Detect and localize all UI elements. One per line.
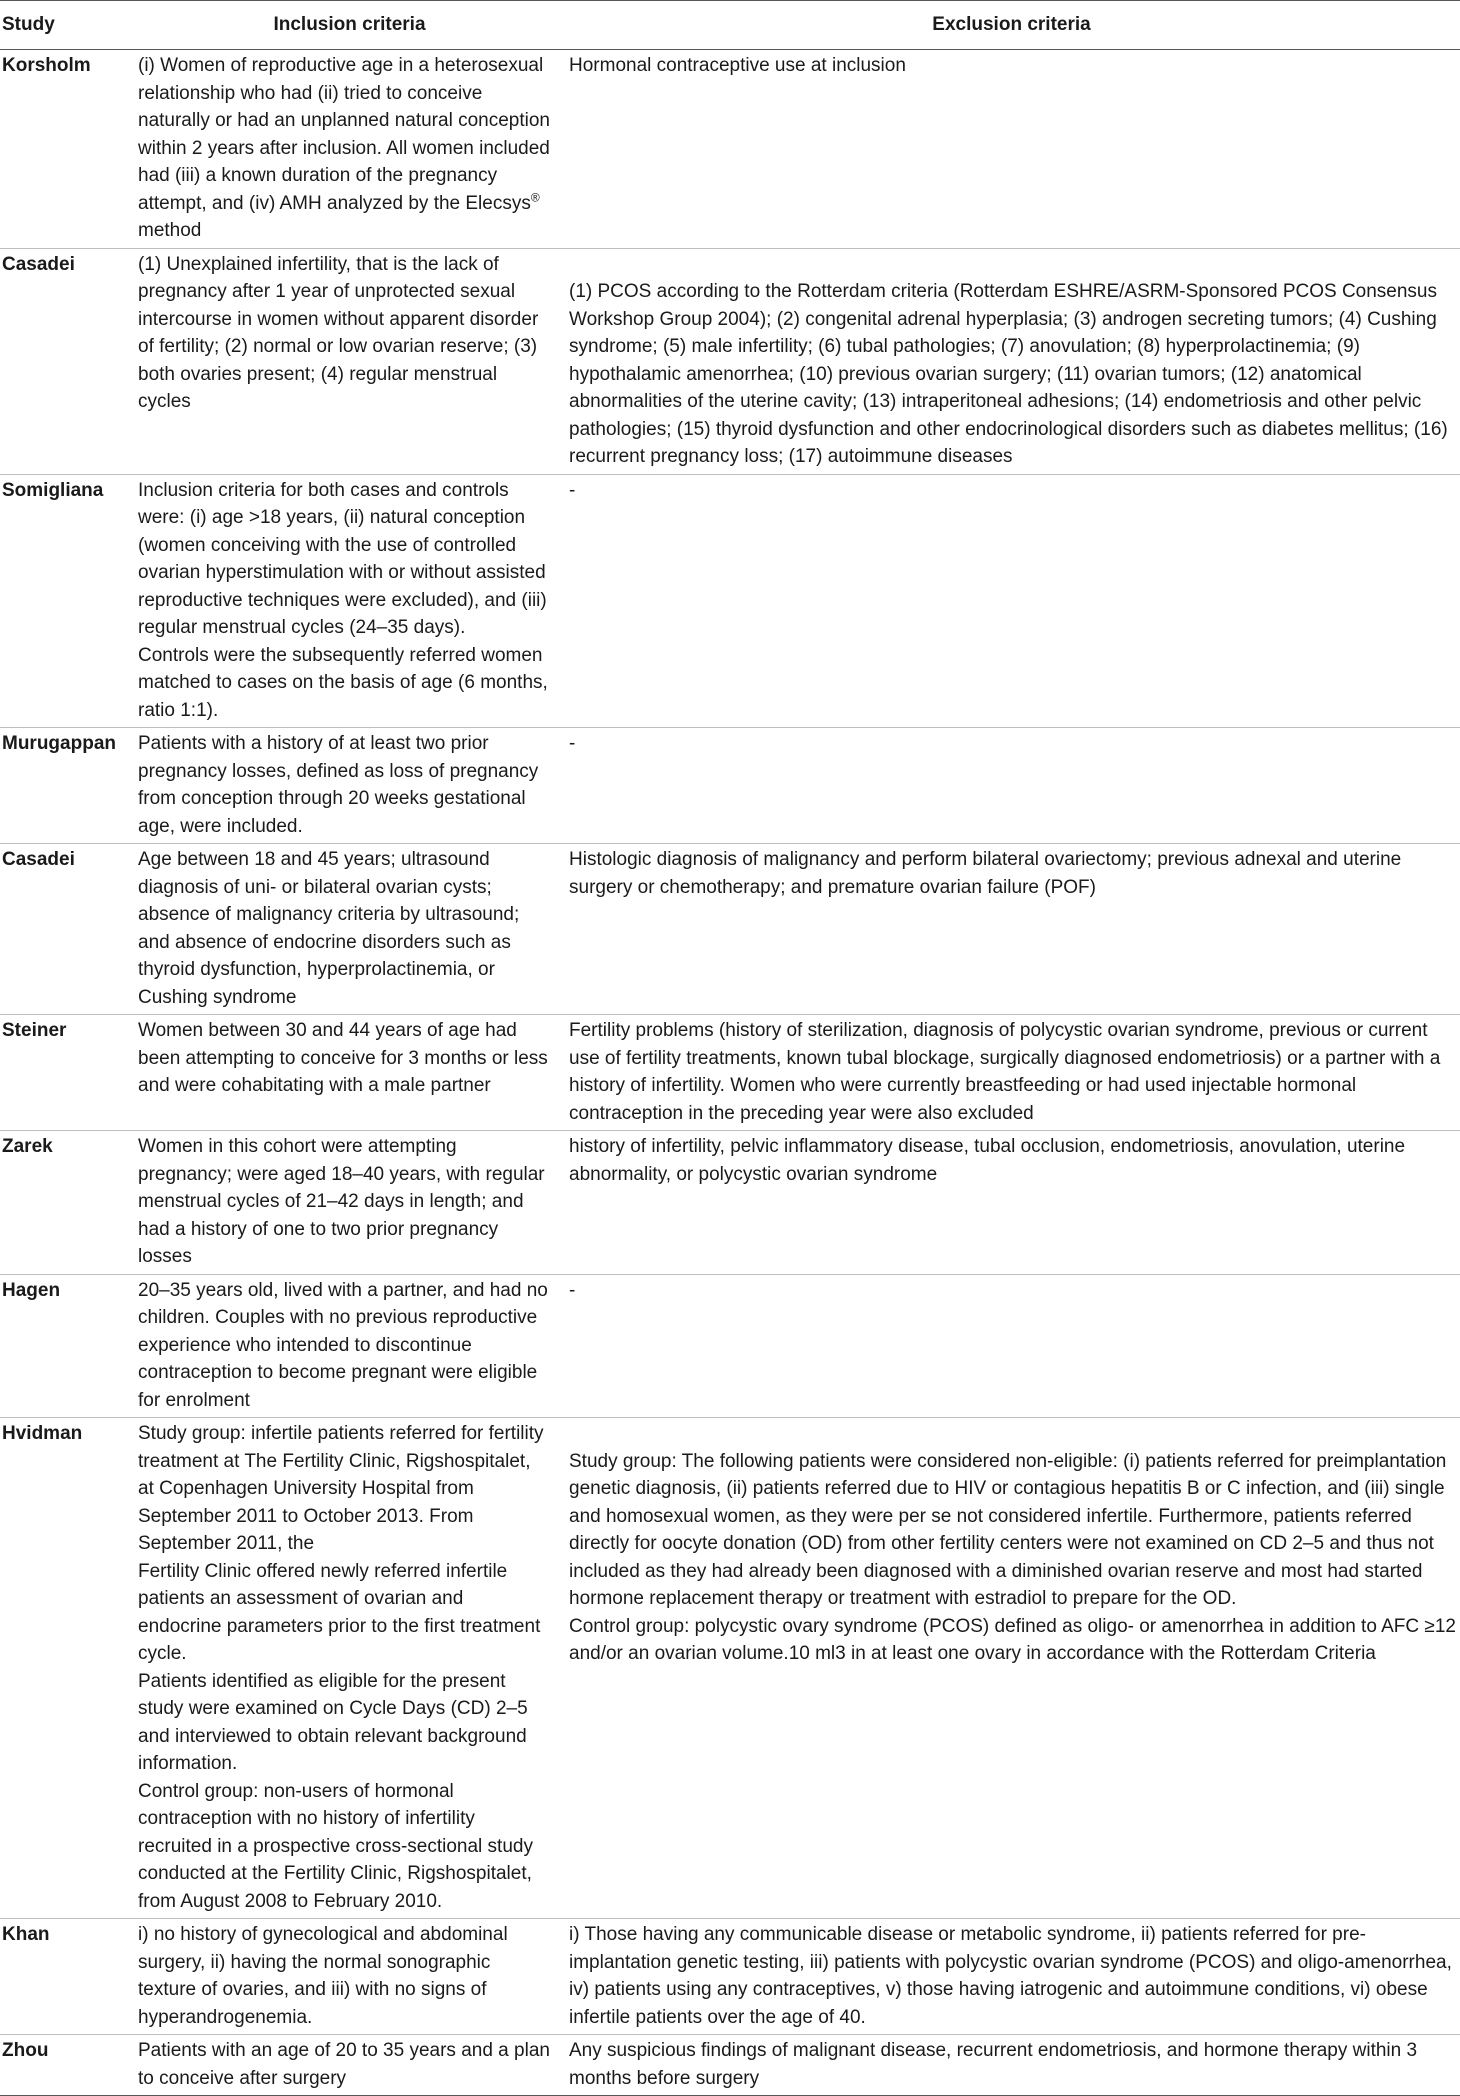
inclusion-paragraph xyxy=(138,730,551,840)
inclusion-paragraph xyxy=(138,1668,551,1778)
table-row xyxy=(0,728,1460,844)
inclusion-criteria xyxy=(136,728,563,844)
inclusion-paragraph xyxy=(138,1558,551,1668)
exclusion-paragraph: (1) PCOS according to the Rotterdam criteria (Rotterdam ESHRE/ASRM-Sponsored PCOS Consensus Workshop Group 2004); (2) congenital adrenal hyperplasia; (3) androgen secreting tumors; (4) Cushing syndrome; (5) male infertility; (6) tubal pathologies; (7) anovulation; (8) hyperprolactinemia; (9) hypothalamic amenorrhea; (10) previous ovarian surgery; (11) ovarian tumors; (12) anatomical abnormalities of the uterine cavity; (13) intraperitoneal adhesions; (14) endometriosis and other pelvic pathologies; (15) thyroid dysfunction and other endocrinological disorders such as diabetes mellitus; (16) recurrent pregnancy loss; (17) autoimmune diseases xyxy=(569,281,1448,467)
study-name: Hvidman xyxy=(0,1418,136,1919)
inclusion-text: Women in this cohort were attempting pregnancy; were aged 18–40 years, with regular menstrual cycles of 21–42 days in length; and had a history of one to two prior pregnancy losses xyxy=(138,1136,545,1267)
inclusion-text: 20–35 years old, lived with a partner, and had no children. Couples with no previous reproductive experience who intended to discontinue contraception to become pregnant were eligible for enrolment xyxy=(138,1279,548,1411)
study-name: Khan xyxy=(0,1919,136,2035)
inclusion-text-tail: method xyxy=(138,220,202,241)
exclusion-paragraph: - xyxy=(569,479,576,501)
exclusion-criteria xyxy=(563,1131,1460,1275)
exclusion-criteria xyxy=(563,728,1460,844)
table-row xyxy=(0,1274,1460,1418)
table-row xyxy=(0,248,1460,474)
inclusion-paragraph xyxy=(138,1277,551,1415)
inclusion-text: Women between 30 and 44 years of age had been attempting to conceive for 3 months or less and were cohabitating with a male partner xyxy=(138,1020,548,1096)
table-row xyxy=(0,844,1460,1015)
table-row xyxy=(0,2035,1460,2096)
exclusion-criteria xyxy=(563,474,1460,728)
study-name: Casadei xyxy=(0,248,136,474)
exclusion-paragraph: Fertility problems (history of sterilization, diagnosis of polycystic ovarian syndrome, previous or current use of fertility treatments, known tubal blockage, surgically diagnosed endometriosis) or a partner with a history of infertility. Women who were currently breastfeeding or had used injectable hormonal contraception in the preceding year were also excluded xyxy=(569,1020,1441,1124)
header-study: Study xyxy=(0,1,136,50)
inclusion-paragraph xyxy=(138,477,551,642)
inclusion-text: Patients identified as eligible for the present study were examined on Cycle Days (CD) 2–5 and interviewed to obtain relevant background information. xyxy=(138,1670,528,1774)
exclusion-paragraph: history of infertility, pelvic inflammatory disease, tubal occlusion, endometriosis, anovulation, uterine abnormality, or polycystic ovarian syndrome xyxy=(569,1136,1406,1185)
table-header-row xyxy=(0,1,1460,50)
table-row xyxy=(0,474,1460,728)
inclusion-paragraph xyxy=(138,251,551,416)
inclusion-text: Controls were the subsequently referred women matched to cases on the basis of age (6 months, ratio 1:1). xyxy=(138,644,548,721)
header-exclusion: Exclusion criteria xyxy=(563,1,1460,50)
exclusion-criteria xyxy=(563,1274,1460,1418)
exclusion-criteria xyxy=(563,248,1460,474)
exclusion-paragraph: Histologic diagnosis of malignancy and perform bilateral ovariectomy; previous adnexal and uterine surgery or chemotherapy; and premature ovarian failure (POF) xyxy=(569,849,1402,898)
exclusion-paragraph: - xyxy=(569,733,576,754)
inclusion-text: Fertility Clinic offered newly referred infertile patients an assessment of ovarian and endocrine parameters prior to the first treatment cycle. xyxy=(138,1560,541,1664)
exclusion-criteria xyxy=(563,844,1460,1015)
inclusion-text: (i) Women of reproductive age in a heterosexual relationship who had (ii) tried to conceive naturally or had an unplanned natural conception within 2 years after inclusion. All women included had (iii) a known duration of the pregnancy attempt, and (iv) AMH analyzed by the Elecsys xyxy=(138,55,550,214)
exclusion-paragraph: Study group: The following patients were considered non-eligible: (i) patients referred for preimplantation genetic diagnosis, (ii) patients referred due to HIV or contagious hepatitis B or C infection, and (iii) single and homosexual women, as they were per se not considered infertile. Furthermore, patients referred directly for oocyte donation (OD) from other fertility centers were not examined on CD 2–5 and thus not included as they had already been diagnosed with a diminished ovarian reserve and most had started hormone replacement therapy or treatment with estradiol to prepare for the OD. xyxy=(569,1450,1447,1609)
inclusion-criteria xyxy=(136,50,563,249)
inclusion-criteria xyxy=(136,248,563,474)
inclusion-criteria xyxy=(136,1274,563,1418)
exclusion-paragraph: Hormonal contraceptive use at inclusion xyxy=(569,55,906,76)
study-name: Zhou xyxy=(0,2035,136,2096)
study-name: Zarek xyxy=(0,1131,136,1275)
exclusion-criteria xyxy=(563,50,1460,249)
inclusion-text: Age between 18 and 45 years; ultrasound diagnosis of uni- or bilateral ovarian cysts; absence of malignancy criteria by ultrasound; and absence of endocrine disorders such as thyroid dysfunction, hyperprolactinemia, or Cushing syndrome xyxy=(138,849,520,1008)
inclusion-criteria xyxy=(136,1015,563,1131)
exclusion-paragraph: Any suspicious findings of malignant disease, recurrent endometriosis, and hormone therapy within 3 months before surgery xyxy=(569,2040,1418,2089)
inclusion-paragraph xyxy=(138,1133,551,1271)
inclusion-paragraph xyxy=(138,642,551,725)
exclusion-criteria xyxy=(563,1919,1460,2035)
header-inclusion: Inclusion criteria xyxy=(136,1,563,50)
inclusion-paragraph xyxy=(138,1921,551,2031)
inclusion-paragraph xyxy=(138,1420,551,1558)
inclusion-criteria xyxy=(136,2035,563,2096)
inclusion-paragraph xyxy=(138,846,551,1011)
exclusion-criteria xyxy=(563,2035,1460,2096)
table-row xyxy=(0,1015,1460,1131)
inclusion-paragraph xyxy=(138,1017,551,1100)
table-row xyxy=(0,1131,1460,1275)
exclusion-paragraph: - xyxy=(569,1279,576,1301)
inclusion-text: Patients with a history of at least two prior pregnancy losses, defined as loss of pregnancy from conception through 20 weeks gestational age, were included. xyxy=(138,733,539,837)
inclusion-text: (1) Unexplained infertility, that is the lack of pregnancy after 1 year of unprotected sexual intercourse in women without apparent disorder of fertility; (2) normal or low ovarian reserve; (3) both ovaries present; (4) regular menstrual cycles xyxy=(138,253,539,412)
study-name: Hagen xyxy=(0,1274,136,1418)
inclusion-criteria xyxy=(136,1418,563,1919)
inclusion-text: i) no history of gynecological and abdominal surgery, ii) having the normal sonographic texture of ovaries, and iii) with no signs of hyperandrogenemia. xyxy=(138,1924,508,2028)
exclusion-criteria xyxy=(563,1418,1460,1919)
study-name: Casadei xyxy=(0,844,136,1015)
table-row xyxy=(0,50,1460,249)
study-name: Somigliana xyxy=(0,474,136,728)
inclusion-text: Control group: non-users of hormonal contraception with no history of infertility recruited in a prospective cross-sectional study conducted at the Fertility Clinic, Rigshospitalet, from August 2008 to February 2010. xyxy=(138,1780,533,1912)
inclusion-criteria xyxy=(136,1919,563,2035)
inclusion-paragraph xyxy=(138,2037,551,2092)
inclusion-criteria xyxy=(136,474,563,728)
inclusion-text: Inclusion criteria for both cases and controls were: (i) age >18 years, (ii) natural conception (women conceiving with the use of controlled ovarian hyperstimulation with or without assisted reproductive techniques were excluded), and (iii) regular menstrual cycles (24–35 days). xyxy=(138,479,547,638)
registered-mark: ® xyxy=(530,190,540,205)
inclusion-paragraph xyxy=(138,1778,551,1916)
exclusion-paragraph: i) Those having any communicable disease or metabolic syndrome, ii) patients referred for pre-implantation genetic testing, iii) patients with polycystic ovarian syndrome (PCOS) and oligo-amenorrhea, iv) patients using any contraceptives, v) those having iatrogenic and autoimmune conditions, vi) obese infertile patients over the age of 40. xyxy=(569,1924,1452,2028)
inclusion-paragraph xyxy=(138,52,551,245)
inclusion-text: Patients with an age of 20 to 35 years and a plan to conceive after surgery xyxy=(138,2040,550,2089)
study-name: Steiner xyxy=(0,1015,136,1131)
table-row xyxy=(0,1418,1460,1919)
inclusion-criteria xyxy=(136,844,563,1015)
inclusion-criteria xyxy=(136,1131,563,1275)
study-name: Korsholm xyxy=(0,50,136,249)
table-row xyxy=(0,1919,1460,2035)
exclusion-criteria xyxy=(563,1015,1460,1131)
exclusion-paragraph: Control group: polycystic ovary syndrome (PCOS) defined as oligo- or amenorrhea in addition to AFC ≥12 and/or an ovarian volume.10 ml3 in at least one ovary in accordance with the Rotterdam Criteria xyxy=(569,1615,1456,1664)
inclusion-text: Study group: infertile patients referred for fertility treatment at The Fertility Clinic, Rigshospitalet, at Copenhagen University Hospital from September 2011 to October 2013. From September 2011, the xyxy=(138,1423,544,1554)
study-name: Murugappan xyxy=(0,728,136,844)
